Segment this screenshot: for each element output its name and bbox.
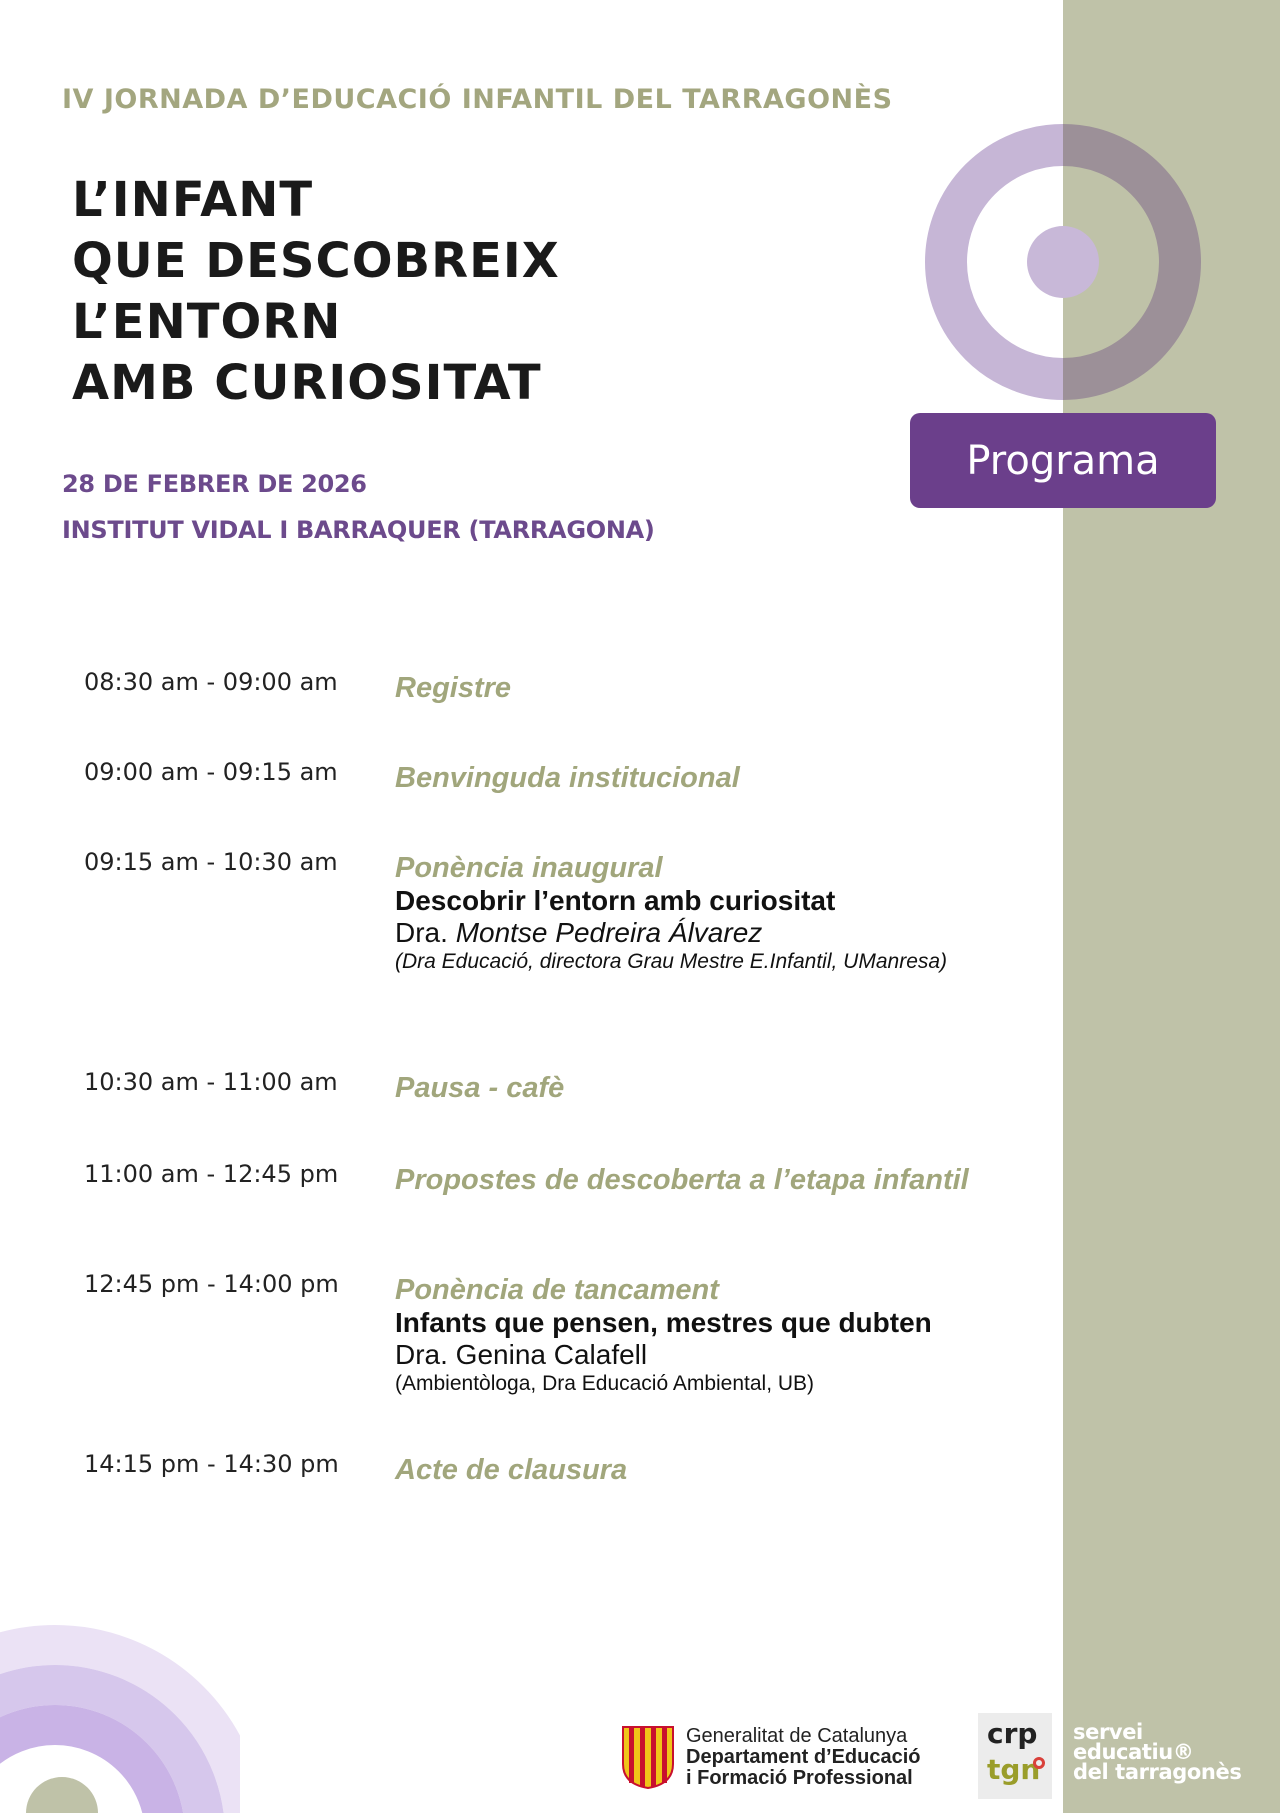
schedule-title: Ponència inaugural	[395, 852, 663, 884]
event-subtitle: IV JORNADA D’EDUCACIÓ INFANTIL DEL TARRAGONÈS	[62, 84, 893, 115]
event-venue: INSTITUT VIDAL I BARRAQUER (TARRAGONA)	[62, 516, 655, 544]
speaker-fullname: Montse Pedreira Álvarez	[455, 917, 763, 948]
schedule-time: 08:30 am - 09:00 am	[84, 668, 338, 696]
schedule-time: 10:30 am - 11:00 am	[84, 1068, 338, 1096]
schedule-time: 12:45 pm - 14:00 pm	[84, 1270, 339, 1298]
schedule-body	[395, 671, 511, 705]
title-line: L’INFANT	[72, 172, 314, 228]
servei-line: servei	[1073, 1720, 1143, 1744]
speaker-affiliation: (Dra Educació, directora Grau Mestre E.Infantil, UManresa)	[395, 950, 948, 973]
target-circle-icon	[925, 124, 1201, 400]
speaker-name: Dra. Genina Calafell	[395, 1339, 648, 1370]
schedule-title: Ponència de tancament	[395, 1274, 719, 1306]
schedule-time: 14:15 pm - 14:30 pm	[84, 1450, 339, 1478]
schedule-title: Pausa - cafè	[395, 1072, 565, 1104]
talk-title: Descobrir l’entorn amb curiositat	[395, 885, 836, 916]
title-line: QUE DESCOBREIX	[72, 233, 560, 289]
decorative-circles-icon	[0, 1620, 240, 1813]
gencat-line: Departament d’Educació	[686, 1746, 921, 1768]
crp-text: crp	[987, 1717, 1038, 1750]
schedule-time: 11:00 am - 12:45 pm	[84, 1160, 339, 1188]
speaker-name	[395, 917, 947, 949]
schedule-title: Propostes de descoberta a l’etapa infantil	[395, 1164, 969, 1196]
schedule-body	[395, 1071, 564, 1105]
speaker-affiliation: (Ambientòloga, Dra Educació Ambiental, UB)	[395, 1372, 815, 1395]
servei-line: educatiu®	[1073, 1740, 1194, 1764]
crp-tgn-logo	[978, 1713, 1052, 1799]
tgn-text: tgn	[987, 1753, 1041, 1786]
crp-dot-icon	[1033, 1757, 1045, 1769]
schedule-time: 09:15 am - 10:30 am	[84, 848, 338, 876]
title-line: AMB CURIOSITAT	[72, 355, 542, 411]
programa-button[interactable]: Programa	[910, 413, 1216, 508]
page-title	[72, 170, 560, 414]
schedule-title: Acte de clausura	[395, 1454, 628, 1486]
servei-educatiu-logo	[1073, 1722, 1241, 1782]
event-date: 28 DE FEBRER DE 2026	[62, 470, 367, 498]
schedule-body	[395, 1273, 932, 1397]
schedule-title: Benvinguda institucional	[395, 762, 740, 794]
title-line: L’ENTORN	[72, 294, 342, 350]
schedule-body	[395, 851, 947, 975]
schedule-time: 09:00 am - 09:15 am	[84, 758, 338, 786]
speaker-prefix: Dra.	[395, 917, 456, 948]
gencat-text	[686, 1726, 921, 1789]
schedule-title: Registre	[395, 672, 512, 704]
gencat-line: Generalitat de Catalunya	[686, 1725, 908, 1747]
gencat-logo	[620, 1722, 940, 1794]
schedule-body	[395, 1163, 969, 1197]
schedule-body	[395, 1453, 627, 1487]
schedule-body	[395, 761, 740, 795]
gencat-line: i Formació Professional	[686, 1767, 913, 1789]
servei-line: del tarragonès	[1073, 1760, 1242, 1784]
talk-title: Infants que pensen, mestres que dubten	[395, 1307, 932, 1338]
senyera-shield-icon	[620, 1724, 676, 1790]
